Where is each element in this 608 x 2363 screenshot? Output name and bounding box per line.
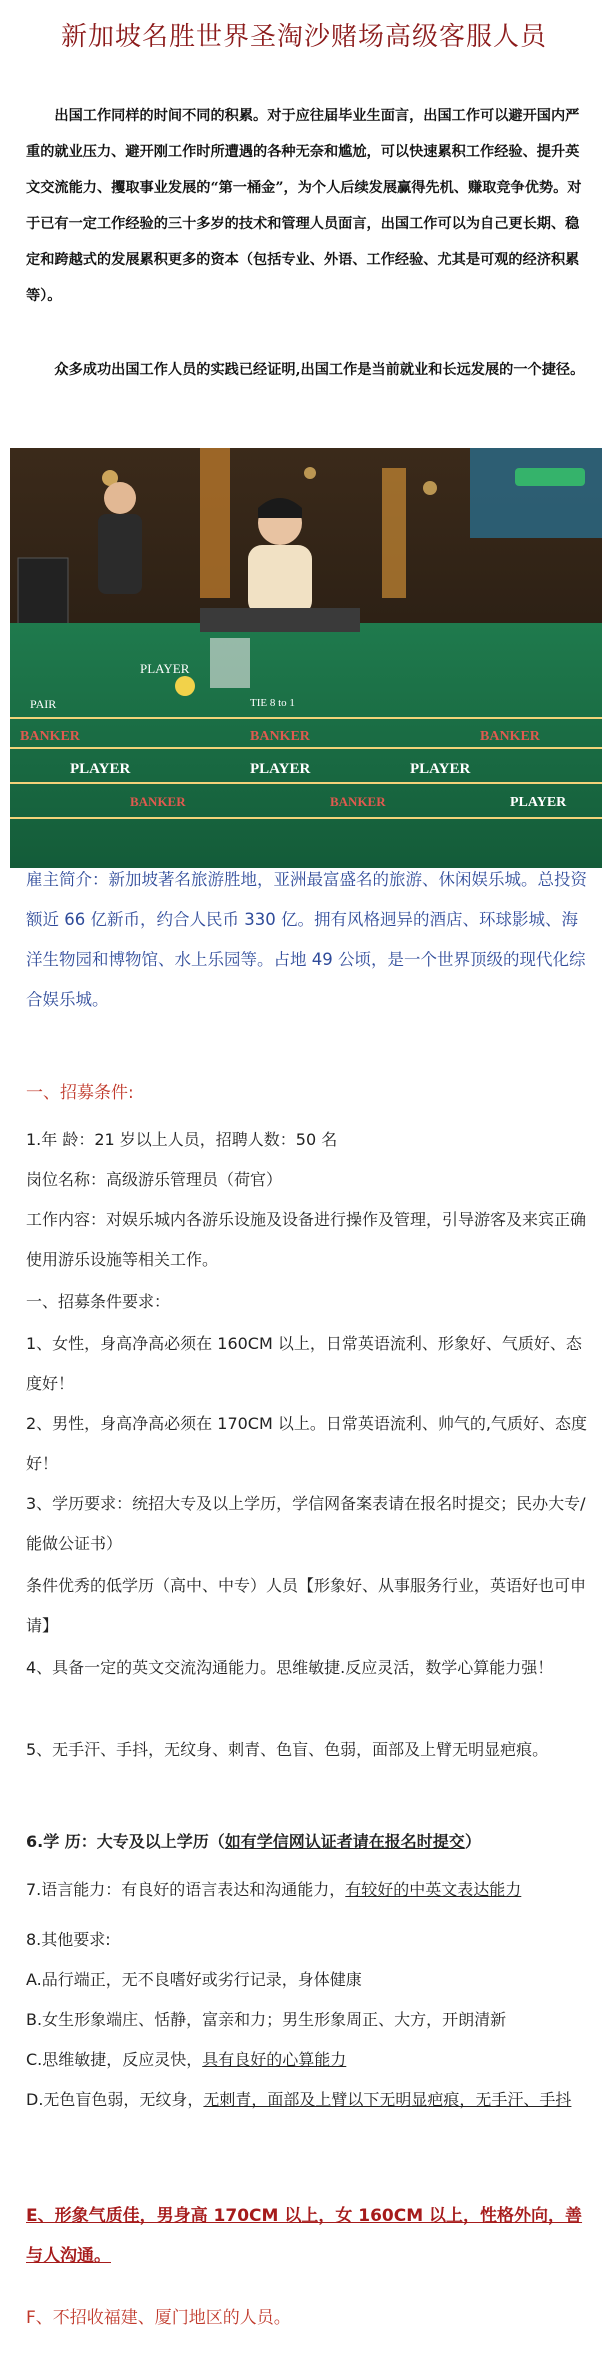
note-e-appearance: E、形象气质佳，男身高 170CM 以上，女 160CM 以上，性格外向，善与人沟通。	[26, 2206, 583, 2266]
req-line-english: 4、具备一定的英文交流沟通能力。思维敏捷.反应灵活，数学心算能力强！	[26, 1658, 554, 1677]
table-label-banker-1: BANKER	[20, 729, 80, 744]
req-8-c-prefix: C.思维敏捷，反应灵快，	[26, 2050, 203, 2069]
intro-paragraph-2: 众多成功出国工作人员的实践已经证明,出国工作是当前就业和长远发展的一个捷径。	[54, 362, 585, 378]
req-line-education: 3、学历要求：统招大专及以上学历，学信网备案表请在报名时提交；民办大专/能做公证书）	[26, 1494, 586, 1553]
baccarat-table	[10, 623, 602, 868]
table-label-tie: TIE 8 to 1	[250, 697, 295, 709]
req-line-physical: 5、无手汗、手抖，无纹身、刺青、色盲、色弱，面部及上臂无明显疤痕。	[26, 1740, 549, 1759]
req-line-male: 2、男性，身高净高必须在 170CM 以上。日常英语流利、帅气的,气质好、态度好！	[26, 1414, 587, 1473]
req-6-suffix: ）	[464, 1832, 481, 1851]
req-6-education	[26, 1822, 590, 1862]
table-label-pair: PAIR	[30, 697, 57, 711]
note-f-exclusion: F、不招收福建、厦门地区的人员。	[26, 2308, 291, 2328]
table-label-player-3: PLAYER	[250, 761, 311, 777]
screen-display	[470, 448, 602, 538]
req-6-underlined: 如有学信网认证者请在报名时提交	[224, 1832, 465, 1851]
req-line-heading: 一、招募条件要求：	[26, 1292, 171, 1311]
table-label-banker-3: BANKER	[480, 729, 540, 744]
section-heading-recruitment: 一、招募条件:	[26, 1083, 134, 1103]
casino-photo	[10, 448, 602, 868]
table-label-banker-5: BANKER	[130, 794, 186, 809]
req-8-a: A.品行端正，无不良嗜好或劣行记录，身体健康	[26, 1970, 362, 1989]
req-8-heading: 8.其他要求:	[26, 1930, 111, 1949]
req-8-c	[26, 2040, 590, 2080]
req-8-b: B.女生形象端庄、恬静，富亲和力；男生形象周正、大方，开朗清新	[26, 2010, 507, 2029]
req-8-c-underlined: 具有良好的心算能力	[202, 2050, 347, 2069]
req-7-prefix: 7.语言能力：有良好的语言表达和沟通能力，	[26, 1880, 346, 1899]
table-label-banker-4: BANKER	[330, 794, 386, 809]
req-line-low-education: 条件优秀的低学历（高中、中专）人员【形象好、从事服务行业，英语好也可申请】	[26, 1576, 587, 1635]
page-title: 新加坡名胜世界圣淘沙赌场高级客服人员	[60, 22, 547, 52]
req-7-underlined: 有较好的中英文表达能力	[345, 1880, 522, 1899]
table-label-player-4: PLAYER	[410, 761, 471, 777]
table-label-player-5: PLAYER	[510, 795, 567, 810]
req-8-d	[26, 2080, 590, 2120]
casino-photo-illustration	[10, 448, 602, 868]
req-line-age: 1.年 龄：21 岁以上人员，招聘人数：50 名	[26, 1130, 338, 1149]
table-label-player: PLAYER	[140, 661, 190, 676]
req-8-d-prefix: D.无色盲色弱，无纹身，	[26, 2090, 204, 2109]
req-6-prefix: 6.学 历：大专及以上学历（	[26, 1832, 225, 1851]
employer-intro: 雇主简介：新加坡著名旅游胜地，亚洲最富盛名的旅游、休闲娱乐城。总投资额近 66 亿新币，约合人民币 330 亿。拥有风格迥异的酒店、环球影城、海洋生物园和博物馆、水上乐园等。占地 49 公顷，是一个世界顶级的现代化综合娱乐城。	[26, 870, 587, 1009]
intro-paragraph-1: 出国工作同样的时间不同的积累。对于应往届毕业生面言，出国工作可以避开国内严重的就业压力、避开刚工作时所遭遇的各种无奈和尴尬，可以快速累积工作经验、提升英文交流能力、攫取事业发展的“第一桶金”，为个人后续发展赢得先机、赚取竞争优势。对于已有一定工作经验的三十多岁的技术和管理人员面言，出国工作可以为自己更长期、稳定和跨越式的发展累积更多的资本（包括专业、外语、工作经验、尤其是可观的经济积累等）。	[26, 108, 582, 304]
req-7-language	[26, 1870, 590, 1910]
req-line-female: 1、女性，身高净高必须在 160CM 以上，日常英语流利、形象好、气质好、态度好！	[26, 1334, 582, 1393]
req-8-d-underlined: 无刺青，面部及上臂以下无明显疤痕，无手汗、手抖	[203, 2090, 572, 2109]
req-line-job-content: 工作内容：对娱乐城内各游乐设施及设备进行操作及管理，引导游客及来宾正确使用游乐设施等相关工作。	[26, 1210, 587, 1269]
req-line-position: 岗位名称：高级游乐管理员（荷官）	[26, 1170, 283, 1189]
table-label-player-2: PLAYER	[70, 761, 131, 777]
table-label-banker-2: BANKER	[250, 729, 310, 744]
